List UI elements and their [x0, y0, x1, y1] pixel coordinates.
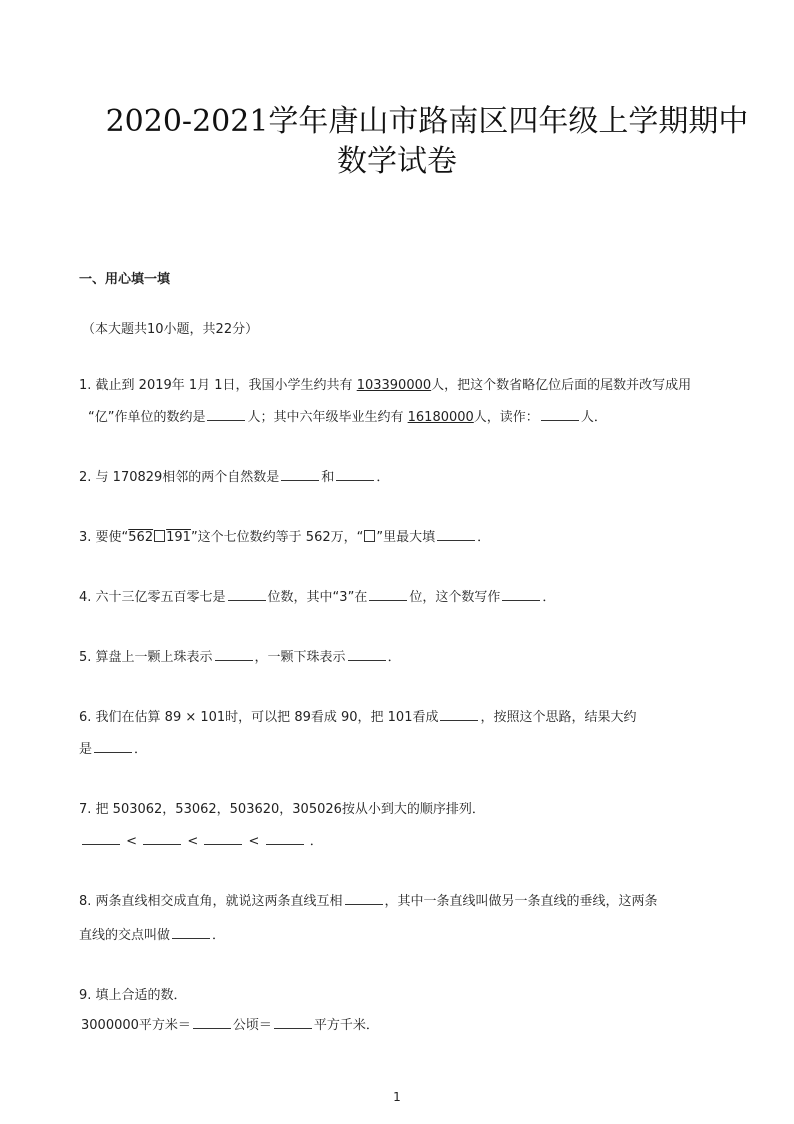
q9-text-d: 平方千米． — [313, 1018, 379, 1033]
q9-text-c: 公顷＝ — [232, 1018, 272, 1033]
less-than-sign: < — [248, 834, 260, 849]
missing-digit-box — [364, 530, 375, 542]
q1-text-f: 人． — [580, 410, 607, 425]
answer-blank[interactable] — [369, 588, 407, 601]
page-number: 1 — [393, 1090, 401, 1104]
q3-text-a: 3. 要使“ — [79, 530, 129, 545]
q8-text-d: ． — [212, 928, 226, 943]
document-title-line-1: 2020-2021学年唐山市路南区四年级上学期期中 — [105, 104, 749, 139]
q8-text-b: ，其中一条直线叫做另一条直线的垂线，这两条 — [384, 894, 658, 909]
q3-digits-2: 191 — [166, 530, 191, 545]
question-9-answer-row — [81, 1016, 379, 1036]
question-8-line-1 — [79, 892, 658, 912]
q5-text-c: ． — [387, 650, 401, 665]
q3-seven-digit-number — [128, 530, 191, 545]
q6-text-d: ． — [134, 742, 148, 757]
q2-text-b: 和 — [321, 470, 335, 485]
document-title-line-2: 数学试卷 — [337, 144, 457, 179]
q6-text-c: 是 — [79, 742, 93, 757]
answer-blank[interactable] — [266, 832, 304, 845]
q3-text-b: ”这个七位数约等于 562万，“ — [190, 530, 364, 545]
q4-text-e: ． — [542, 590, 556, 605]
q4-text-a: 4. 六十三亿零五百零七是 — [79, 590, 226, 605]
q1-text-e: 人，读作： — [473, 410, 539, 425]
q1-number-graduates: 16180000 — [407, 410, 474, 425]
answer-blank[interactable] — [541, 408, 579, 421]
q8-text-c: 直线的交点叫做 — [79, 928, 171, 943]
section-note: （本大题共10小题，共22分） — [82, 322, 259, 337]
q4-digit: 3 — [339, 590, 348, 605]
q2-text-a: 2. 与 170829相邻的两个自然数是 — [79, 470, 280, 485]
section-heading: 一、用心填一填 — [79, 272, 171, 287]
q6-text-a: 6. 我们在估算 89 × 101时，可以把 89看成 90，把 101看成 — [79, 710, 439, 725]
q2-text-c: ． — [376, 470, 390, 485]
q4-text-c: ”在 — [347, 590, 368, 605]
question-6-line-2 — [79, 740, 147, 760]
question-6-line-1 — [79, 708, 637, 728]
q5-text-a: 5. 算盘上一颗上珠表示 — [79, 650, 213, 665]
question-1-line-1 — [79, 376, 691, 396]
missing-digit-box — [154, 530, 165, 542]
question-8-line-2 — [79, 926, 225, 946]
less-than-sign: < — [126, 834, 138, 849]
q1-text-b: 人，把这个数省略亿位后面的尾数并改写成用 — [431, 378, 692, 393]
answer-blank[interactable] — [440, 708, 478, 721]
answer-blank[interactable] — [502, 588, 540, 601]
answer-blank[interactable] — [193, 1016, 231, 1029]
question-4 — [79, 588, 555, 608]
answer-blank[interactable] — [172, 926, 210, 939]
question-1-line-2 — [88, 408, 607, 428]
answer-blank[interactable] — [228, 588, 266, 601]
q3-digits-1: 562 — [128, 530, 154, 545]
q3-text-c: ”里最大填 — [376, 530, 436, 545]
q8-text-a: 8. 两条直线相交成直角，就说这两条直线互相 — [79, 894, 343, 909]
answer-blank[interactable] — [336, 468, 374, 481]
q9-text-b: 3000000平方米＝ — [81, 1018, 191, 1033]
answer-blank[interactable] — [274, 1016, 312, 1029]
q1-text-d: 人；其中六年级毕业生约有 — [247, 410, 408, 425]
question-7-answer-row — [80, 832, 323, 852]
q1-text-a: 1. 截止到 2019年 1月 1日，我国小学生约共有 — [79, 378, 357, 393]
question-5 — [79, 648, 401, 668]
q1-number-students: 103390000 — [356, 378, 432, 393]
question-3 — [79, 528, 490, 548]
q5-text-b: ，一颗下珠表示 — [254, 650, 346, 665]
answer-blank[interactable] — [215, 648, 253, 661]
answer-blank[interactable] — [207, 408, 245, 421]
answer-blank[interactable] — [82, 832, 120, 845]
answer-blank[interactable] — [348, 648, 386, 661]
question-7: 7. 把 503062，53062，503620，305026按从小到大的顺序排列． — [79, 802, 485, 817]
answer-blank[interactable] — [204, 832, 242, 845]
q6-text-b: ，按照这个思路，结果大约 — [480, 710, 637, 725]
q7-end: ． — [309, 834, 323, 849]
answer-blank[interactable] — [94, 740, 132, 753]
answer-blank[interactable] — [345, 892, 383, 905]
q4-text-b: 位数，其中“ — [267, 590, 340, 605]
question-2 — [79, 468, 389, 488]
answer-blank[interactable] — [143, 832, 181, 845]
less-than-sign: < — [187, 834, 199, 849]
q1-text-c: “亿”作单位的数约是 — [88, 410, 206, 425]
q3-text-d: ． — [477, 530, 491, 545]
answer-blank[interactable] — [281, 468, 319, 481]
question-9: 9. 填上合适的数． — [79, 988, 187, 1003]
answer-blank[interactable] — [437, 528, 475, 541]
q4-text-d: 位，这个数写作 — [409, 590, 501, 605]
